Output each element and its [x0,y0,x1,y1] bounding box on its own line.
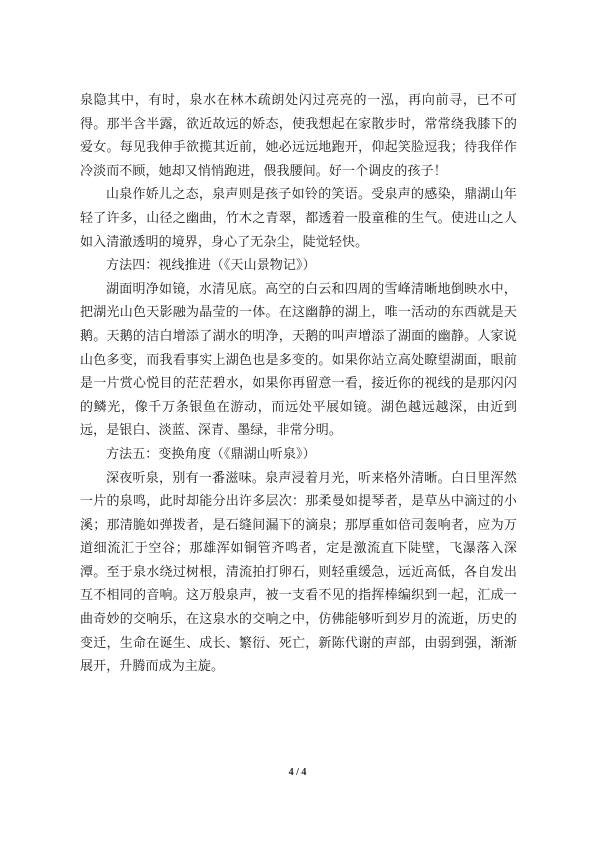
paragraph-4: 湖面明净如镜，水清见底。高空的白云和四周的雪峰清晰地倒映水中，把湖光山色天影融为晶莹的一体。在这幽静的湖上，唯一活动的东西就是天鹅。天鹅的洁白增添了湖水的明净，天鹅的叫声增添了湖面的幽静。人家说山色多变，而我看事实上湖色也是多变的。如果你站立高处瞭望湖面，眼前是一片赏心悦目的茫茫碧水，如果你再留意一看，接近你的视线的是那闪闪的鳞光，像千万条银鱼在游动，而远处平展如镜。湖色越远越深，由近到远，是银白、淡蓝、深青、墨绿，非常分明。 [80,281,517,439]
paragraph-6: 深夜听泉，别有一番滋味。泉声浸着月光，听来格外清晰。白日里浑然一片的泉鸣，此时却能分出许多层次：那柔曼如提琴者，是草丛中滴过的小溪；那清脆如弹拨者，是石缝间漏下的滴泉；那厚重如倍司轰响者，应为万道细流汇于空谷；那雄浑如铜管齐鸣者，定是激流直下陡壁，飞瀑落入深潭。至于泉水绕过树根，清流拍打卵石，则轻重缓急，远近高低，各自发出互不相同的音响。这万般泉声，被一支看不见的指挥棒编织到一起，汇成一曲奇妙的交响乐，在这泉水的交响之中，仿佛能够听到岁月的流逝，历史的变迁，生命在诞生、成长、繁衍、死亡，新陈代谢的声部，由弱到强，渐渐展开，升腾而成为主旋。 [80,470,517,675]
method-five-heading: 方法五：变换角度（《鼎湖山听泉》） [106,446,316,462]
method-four-heading: 方法四：视线推进（《天山景物记》） [106,258,316,274]
paragraph-1: 泉隐其中，有时，泉水在林木疏朗处闪过亮亮的一泓，再向前寻，已不可得。那半含半露，欲近故远的娇态，使我想起在家散步时，常常绕我膝下的爱女。每见我伸手欲揽其近前，她必远远地跑开，仰起笑脸逗我；待我佯作冷淡而不顾，她却又悄悄跑进，偎我腰间。好一个调皮的孩子！ [80,93,517,179]
page-number: 4 / 4 [288,767,307,778]
paragraph-2: 山泉作娇儿之态，泉声则是孩子如铃的笑语。受泉声的感染，鼎湖山年轻了许多，山径之幽曲，竹木之青翠，都透着一股童稚的生气。使进山之人如入清澈透明的境界，身心了无杂尘，陡觉轻快。 [80,187,517,250]
document-body [80,89,517,679]
